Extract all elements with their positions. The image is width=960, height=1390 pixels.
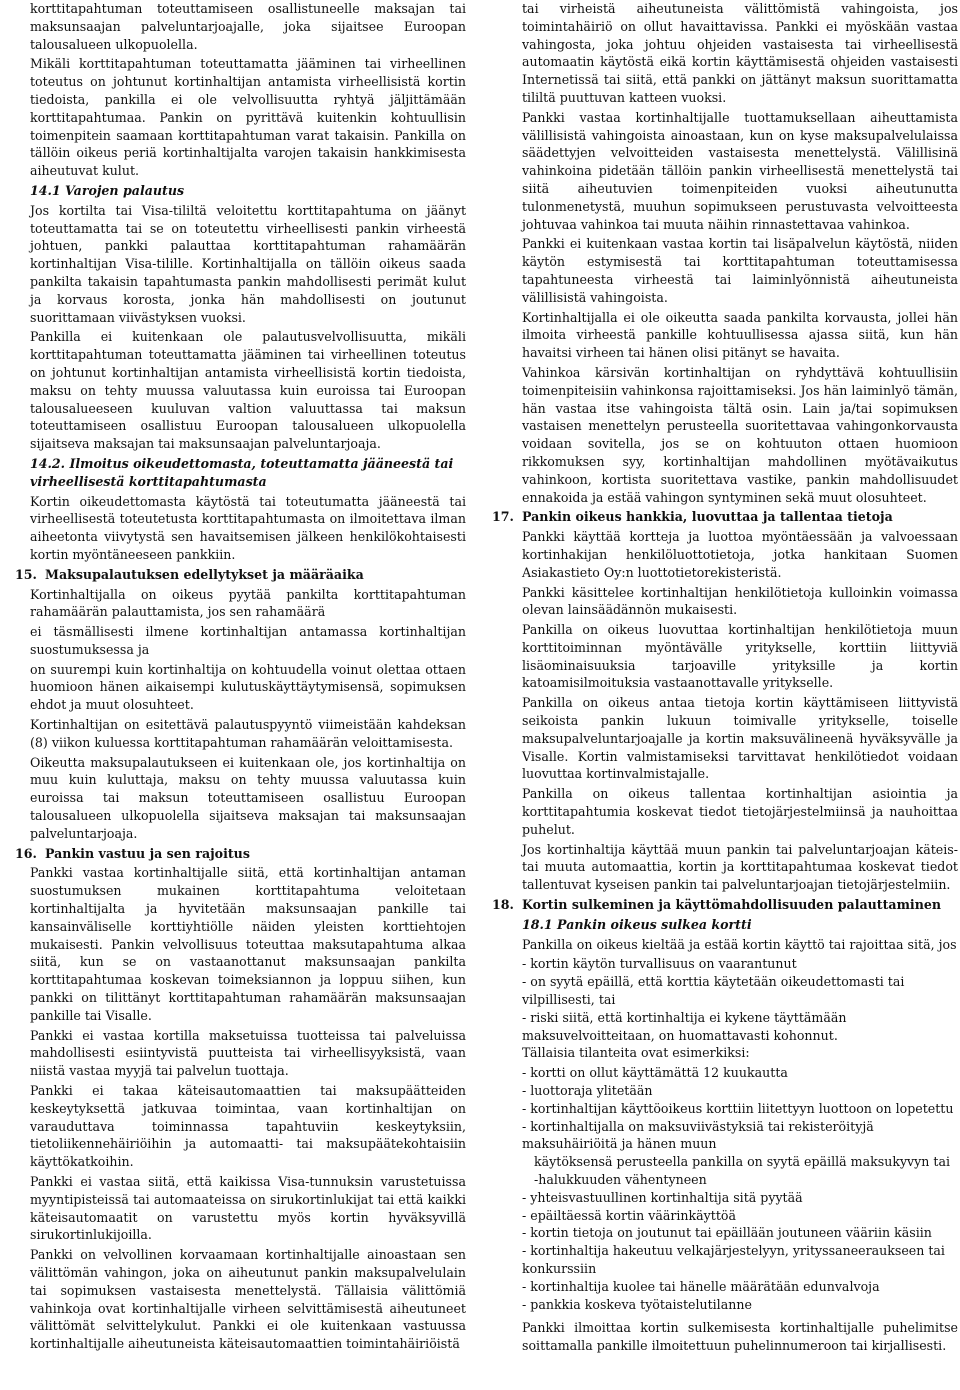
paragraph: Pankilla on oikeus antaa tietoja kortin käyttämiseen liittyvistä seikoista pankin lukuun toimivalle yritykselle, toiselle maksupalveluntarjoajalle ja kortin maksuvälineenä hyväksyvälle ja Visalle. Kortin valmistamiseksi tarvittavat henkilötiedot voidaan luovuttaa kortinvalmistajalle. bbox=[522, 695, 958, 782]
paragraph: Pankki vastaa kortinhaltijalle tuottamuksellaan aiheuttamista välillisistä vahingoista ainoastaan, kun on kyse maksupalvelulaissa säädettyjen velvoitteiden vastaisesta menettelystä. Välillisinä vahinkoina pidetään tällöin pankin virheellisestä menettelystä tai siitä aiheutuvien toimenpiteiden vuoksi aiheutunutta tulonmenetystä, muuhun sopimukseen perustuvasta velvoitteesta johtuvaa vahinkoa tai muuta näihin rinnastettavaa vahinkoa. bbox=[522, 109, 958, 232]
list-item: - kortinhaltija kuolee tai hänelle määrätään edunvalvoja bbox=[522, 1278, 880, 1294]
paragraph: Tällaisia tilanteita ovat esimerkiksi: bbox=[522, 1045, 750, 1061]
paragraph: ei täsmällisesti ilmene kortinhaltijan antamassa kortinhaltijan suostumuksessa ja bbox=[30, 624, 466, 657]
list-item: käytöksensä perusteella pankilla on syytä epäillä maksukyvyn tai -halukkuuden vähentyneen bbox=[534, 1154, 950, 1187]
paragraph: tai virheistä aiheutuneista välittömistä vahingoista, jos toimintahäiriö on ollut havaittavissa. Pankki ei myöskään vastaa vahingosta, joka johtuu ohjeiden vastaisesta tai virheellisestä automaatin käytöstä eikä kortin käyttämisestä ohjeiden vastaisesti Internetissä tai siitä, että pankki on jättänyt maksun suorittamatta tililtä puuttuvan katteen vuoksi. bbox=[522, 1, 958, 105]
list-item: - pankkia koskeva työtaistelutilanne bbox=[522, 1296, 752, 1312]
section-number: 15. bbox=[15, 566, 37, 582]
paragraph: Kortinhaltijalla ei ole oikeutta saada pankilta korvausta, jollei hän ilmoita virheestä pankille kohtuullisessa ajassa siitä, kun hän havaitsi virheen tai hänen olisi pitänyt se havaita. bbox=[522, 309, 958, 361]
right-column bbox=[492, 0, 958, 1390]
paragraph: Mikäli korttitapahtuman toteuttamatta jääminen tai virheellinen toteutus on johtunut kortinhaltijan antamista virheellisistä kortin tiedoista, pankilla ei ole velvollisuutta ryhtyä jäljittämään korttitapahtumaa. Pankin on pyrittävä kuitenkin kohtuullisin toimenpitein saamaan korttitapahtuman varat takaisin. Pankilla on tällöin oikeus periä kortinhaltijalta varojen takaisin hankkimisesta aiheutuvat kulut. bbox=[30, 56, 466, 179]
paragraph: Pankki ei takaa käteisautomaattien tai maksupäätteiden keskeytyksettä jatkuvaa toimintaa, vaan kortinhaltijan on varauduttava toiminnassa tapahtuviin keskeytyksiin, tietoliikennehäiriöihin ja automaatti- tai maksupäätekohtaisiin käyttökatkoihin. bbox=[30, 1083, 466, 1170]
list-item: - kortinhaltija hakeutuu velkajärjestelyyn, yrityssaneeraukseen tai konkurssiin bbox=[522, 1243, 945, 1276]
subsection-heading-18-1: 18.1 Pankin oikeus sulkea kortti bbox=[522, 916, 752, 932]
paragraph: Kortinhaltijalla on oikeus pyytää pankilta korttitapahtuman rahamäärän palauttamista, jos sen rahamäärä bbox=[30, 586, 466, 620]
subsection-heading-14-2: 14.2. Ilmoitus oikeudettomasta, toteuttamatta jääneestä tai virheellisestä korttitapahtumasta bbox=[30, 455, 454, 489]
paragraph: Vahinkoa kärsivän kortinhaltijan on ryhdyttävä kohtuullisiin toimenpiteisiin vahinkonsa rajoittamiseksi. Jos hän laiminlyö tämän, hän vastaa itse vahingoista tältä osin. Lain ja/tai sopimuksen vastaisen menettelyn perusteella suoritettavaa vahingonkorvausta voidaan sovitella, jos se on kohtuuton ottaen huomioon rikkomuksen syy, kortinhaltijan mahdollinen myötävaikutus vahinkoon, kortista suoritettava vastike, pankin mahdollisuudet ennakoida ja estää vahingon syntyminen sekä muut olosuhteet. bbox=[522, 364, 958, 505]
paragraph: Kortinhaltijan on esitettävä palautuspyyntö viimeistään kahdeksan (8) viikon kuluessa korttitapahtuman rahamäärän veloittamisesta. bbox=[30, 717, 466, 750]
paragraph: Pankilla on oikeus tallentaa kortinhaltijan asiointia ja korttitapahtumia koskevat tiedot tietojärjestelmiinsä ja nauhoittaa puhelut. bbox=[522, 786, 958, 837]
section-title: Maksupalautuksen edellytykset ja määräaika bbox=[45, 566, 364, 582]
paragraph: Pankilla on oikeus kieltää ja estää kortin käyttö tai rajoittaa sitä, jos bbox=[522, 936, 957, 952]
section-heading-18 bbox=[492, 896, 958, 914]
paragraph: Kortin oikeudettomasta käytöstä tai toteutumatta jääneestä tai virheellisestä toteutetusta korttitapahtumasta on ilmoitettava ilman aiheetonta viivytystä sen havaitsemisen jälkeen henkilökohtaisesti kortin myöntäneeseen pankkiin. bbox=[30, 493, 466, 562]
paragraph: Pankki käyttää kortteja ja luottoa myöntäessään ja valvoessaan kortinhakijan henkilöluottotietoja, jotka hankitaan Suomen Asiakastieto Oy:n luottotietorekisteristä. bbox=[522, 529, 958, 580]
list-item: - kortti on ollut käyttämättä 12 kuukautta bbox=[522, 1065, 788, 1081]
list-item: - epäiltäessä kortin väärinkäyttöä bbox=[522, 1207, 736, 1223]
paragraph: Pankilla ei kuitenkaan ole palautusvelvollisuutta, mikäli korttitapahtuman toteuttamatta jääminen tai virheellinen toteutus on johtunut kortinhaltijan antamista virheellisistä kortin tiedoista, maksu on tehty muussa valuutassa kuin euroissa tai Euroopan talousalueeseen kuuluvan valtion valuuttassa tai maksun toteuttamiseen osallistuu Euroopan talousalueen ulkopuolella sijaitseva maksajan tai maksunsaajan palveluntarjoaja. bbox=[30, 329, 466, 452]
list-item: - yhteisvastuullinen kortinhaltija sitä pyytää bbox=[522, 1189, 803, 1205]
left-column bbox=[15, 0, 466, 1390]
paragraph: on suurempi kuin kortinhaltija on kohtuudella voinut olettaa ottaen huomioon hänen aikaisempi kulutuskäyttäytymisensä, sopimuksen ehdot ja muut olosuhteet. bbox=[30, 661, 466, 713]
paragraph: Pankki käsittelee kortinhaltijan henkilötietoja kulloinkin voimassa olevan lainsäädännön mukaisesti. bbox=[522, 584, 958, 618]
section-heading-17 bbox=[492, 508, 958, 526]
paragraph: Pankki ilmoittaa kortin sulkemisesta kortinhaltijalle puhelimitse soittamalla pankille ilmoitettuun puhelinnumeroon tai kirjallisesti. bbox=[522, 1320, 958, 1354]
list-item: - riski siitä, että kortinhaltija ei kykene täyttämään maksuvelvoitteitaan, on huomattavasti kohonnut. bbox=[522, 1009, 847, 1043]
paragraph: korttitapahtuman toteuttamiseen osallistuneelle maksajan tai maksunsaajan palveluntarjoajalle, joka sijaitsee Euroopan talousalueen ulkopuolella. bbox=[30, 1, 466, 52]
paragraph: Pankki vastaa kortinhaltijalle siitä, että kortinhaltijan antaman suostumuksen mukainen korttitapahtuma veloitetaan kortinhaltijalta ja hyvitetään maksunsaajan pankille tai kansainväliselle korttiyhtiölle näiden yleisten korttiehtojen mukaisesti. Pankin velvollisuus toteuttaa maksutapahtuma alkaa siitä, kun se on vastaanottanut maksunsaajan pankilta korttitapahtumaa koskevan toimeksiannon ja loppuu siihen, kun pankki on tilittänyt korttitapahtuman rahamäärän maksunsaajan pankille tai Visalle. bbox=[30, 865, 466, 1023]
paragraph: Pankki ei kuitenkaan vastaa kortin tai lisäpalvelun käytöstä, niiden käytön estymisestä tai korttitapahtuman toteuttamisessa tapahtuneesta virheestä tai laiminlyönnistä aiheutuneista välillisistä vahingoista. bbox=[522, 236, 958, 305]
section-number: 17. bbox=[492, 509, 514, 525]
list-item: - on syytä epäillä, että korttia käytetään oikeudettomasti tai vilpillisesti, tai bbox=[522, 974, 905, 1008]
section-title: Pankin oikeus hankkia, luovuttaa ja tallentaa tietoja bbox=[522, 509, 893, 525]
section-title: Pankin vastuu ja sen rajoitus bbox=[45, 845, 250, 861]
section-number: 18. bbox=[492, 897, 514, 913]
paragraph: Pankki ei vastaa siitä, että kaikissa Visa-tunnuksin varustetuissa myyntipisteissä tai automaateissa on sirukortinlukijat tai että kaikki käteisautomaatit on varustettu myös kortin hyväksyvillä sirukortinlukijoilla. bbox=[30, 1174, 466, 1243]
section-heading-15 bbox=[15, 566, 466, 584]
section-heading-16 bbox=[15, 845, 466, 863]
list-item: - kortin käytön turvallisuus on vaarantunut bbox=[522, 956, 797, 972]
section-16-continued bbox=[492, 0, 958, 506]
list-item: - kortinhaltijan käyttöoikeus korttiin liitettyyn luottoon on lopetettu bbox=[522, 1100, 954, 1116]
section-title: Kortin sulkeminen ja käyttömahdollisuuden palauttaminen bbox=[522, 897, 942, 913]
section-17-body bbox=[492, 528, 958, 894]
list-item: - kortinhaltijalla on maksuviivästyksiä tai rekisteröityjä maksuhäiriöitä ja hänen muun bbox=[522, 1118, 874, 1152]
paragraph: Pankilla on oikeus luovuttaa kortinhaltijan henkilötietoja muun korttitoiminnan myöntävälle yritykselle, korttiin liittyviä lisäominaisuuksia tarjoaville yrityksille ja kortin katoamisilmoituksia vastaanottavalle yritykselle. bbox=[522, 622, 958, 691]
subsection-heading-14-1: 14.1 Varojen palautus bbox=[30, 182, 185, 198]
paragraph: Jos kortilta tai Visa-tililtä veloitettu korttitapahtuma on jäänyt toteuttamatta tai se on toteutettu virheellisesti pankin virheestä johtuen, pankki palauttaa korttitapahtuman rahamäärän kortinhaltijan Visa-tilille. Kortinhaltijalla on tällöin oikeus saada pankilta takaisin tapahtumasta pankin mahdollisesti perimät kulut ja korvaus korosta, jonka hän mahdollisesti on joutunut suorittamaan viivästyksen vuoksi. bbox=[30, 202, 466, 325]
section-number: 16. bbox=[15, 845, 37, 861]
paragraph: Pankki ei vastaa kortilla maksetuissa tuotteissa tai palveluissa mahdollisesti esiintyvistä puutteista tai virheellisyyksistä, vaan niistä vastaa myyjä tai palvelun tuottaja. bbox=[30, 1027, 466, 1079]
paragraph: Oikeutta maksupalautukseen ei kuitenkaan ole, jos kortinhaltija on muu kuin kuluttaja, maksu on tehty muussa valuutassa kuin euroissa tai maksun toteuttamiseen osallistuu Euroopan talousalueen ulkopuolella sijaitseva maksajan tai maksunsaajan palveluntarjoaja. bbox=[30, 754, 466, 841]
section-18-body bbox=[492, 916, 958, 1355]
paragraph: Jos kortinhaltija käyttää muun pankin tai palveluntarjoajan käteis-tai muuta automaattia, kortin ja korttitapahtumaa koskevat tiedot tallentuvat kyseisen pankin tai palveluntarjoajan tietojärjestelmiin. bbox=[522, 841, 958, 893]
paragraph: Pankki on velvollinen korvaamaan kortinhaltijalle ainoastaan sen välittömän vahingon, joka on aiheutunut pankin maksupalvelulain tai sopimuksen vastaisesta menettelystä. Tällaisia välittömiä vahinkoja ovat kortinhaltijalle virheen selvittämisestä aiheutuneet välittömät selvittelykulut. Pankki ei ole kuitenkaan vastuussa kortinhaltijalle aiheutuneista käteisautomaattien toimintahäiriöistä bbox=[30, 1247, 466, 1352]
list-item: - luottoraja ylitetään bbox=[522, 1083, 653, 1099]
list-item: - kortin tietoja on joutunut tai epäillään joutuneen vääriin käsiin bbox=[522, 1225, 932, 1241]
